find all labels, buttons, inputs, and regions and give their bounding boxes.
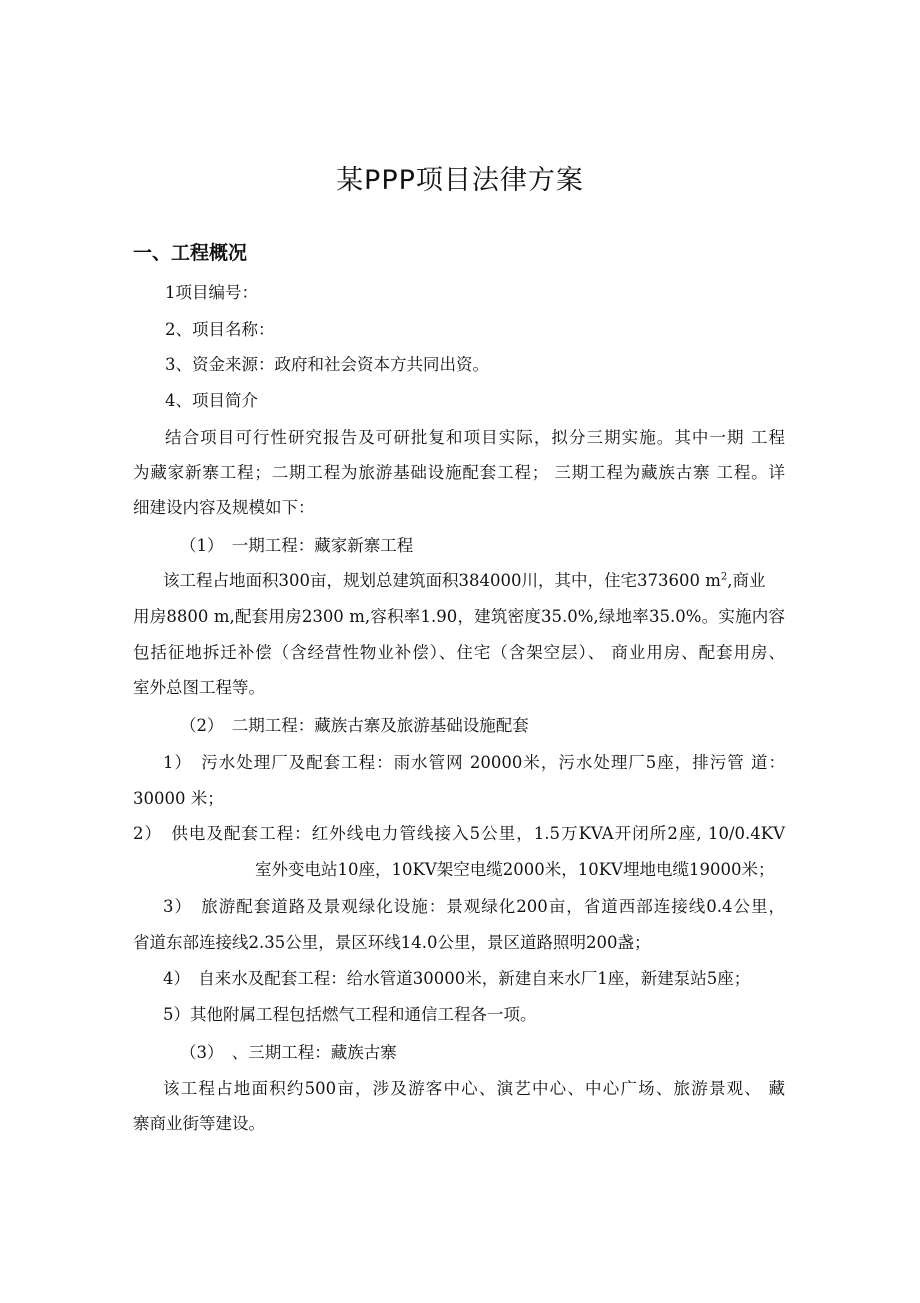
intro-line-2: 为藏家新寨工程；二期工程为旅游基础设施配套工程； 三期工程为藏族古寨 工程。详	[133, 463, 785, 482]
phase1-line-2: 用房8800 m,配套用房2300 m,容积率1.90，建筑密度35.0%,绿地率35.0%。实施内容	[133, 607, 785, 626]
phase2-sewage-line-2: 30000 米；	[133, 789, 224, 808]
intro-line-1: 结合项目可行性研究报告及可研批复和项目实际，拟分三期实施。其中一期 工程	[165, 428, 785, 447]
phase2-heading: （2） 二期工程：藏族古寨及旅游基础设施配套	[180, 716, 529, 735]
phase2-roads-line-2: 省道东部连接线2.35公里，景区环线14.0公里，景区道路照明200盏；	[133, 933, 651, 952]
document-title: 某PPP项目法律方案	[336, 165, 584, 196]
phase3-line-2: 寨商业街等建设。	[133, 1114, 265, 1133]
item-funding-source: 3、资金来源：政府和社会资本方共同出资。	[165, 355, 489, 374]
phase1-line-3: 包括征地拆迁补偿（含经营性物业补偿）、住宅（含架空层）、 商业用房、配套用房、	[133, 643, 785, 662]
intro-line-3: 细建设内容及规模如下：	[133, 498, 315, 517]
phase2-other-line: 5）其他附属工程包括燃气工程和通信工程各一项。	[163, 1005, 537, 1024]
phase2-water-line: 4） 自来水及配套工程：给水管道30000米，新建自来水厂1座，新建泵站5座；	[163, 969, 751, 988]
item-project-name: 2、项目名称：	[165, 320, 275, 339]
phase2-roads-line-1: 3） 旅游配套道路及景观绿化设施：景观绿化200亩，省道西部连接线0.4公里，	[163, 897, 785, 916]
item-project-intro: 4、项目简介	[165, 391, 258, 410]
phase1-line-4: 室外总图工程等。	[133, 678, 265, 697]
phase2-power-line-1: 2） 供电及配套工程：红外线电力管线接入5公里，1.5万KVA开闭所2座, 10/0.4KV	[133, 824, 785, 843]
item-project-number: 1项目编号：	[165, 283, 258, 302]
phase2-sewage-line-1: 1） 污水处理厂及配套工程：雨水管网 20000米，污水处理厂5座，排污管 道：	[163, 753, 785, 772]
phase2-power-line-2: 室外变电站10座，10KV架空电缆2000米，10KV埋地电缆19000米；	[255, 860, 775, 879]
phase1-heading: （1） 一期工程：藏家新寨工程	[180, 536, 414, 555]
phase3-line-1: 该工程占地面积约500亩，涉及游客中心、演艺中心、中心广场、旅游景观、 藏	[163, 1079, 785, 1098]
section-heading-overview: 一、工程概况	[133, 242, 248, 264]
phase3-heading: （3） 、三期工程：藏族古寨	[180, 1043, 397, 1062]
phase1-line-1: 该工程占地面积300亩，规划总建筑面积384000川，其中，住宅373600 $m^2$,商业	[163, 571, 766, 590]
